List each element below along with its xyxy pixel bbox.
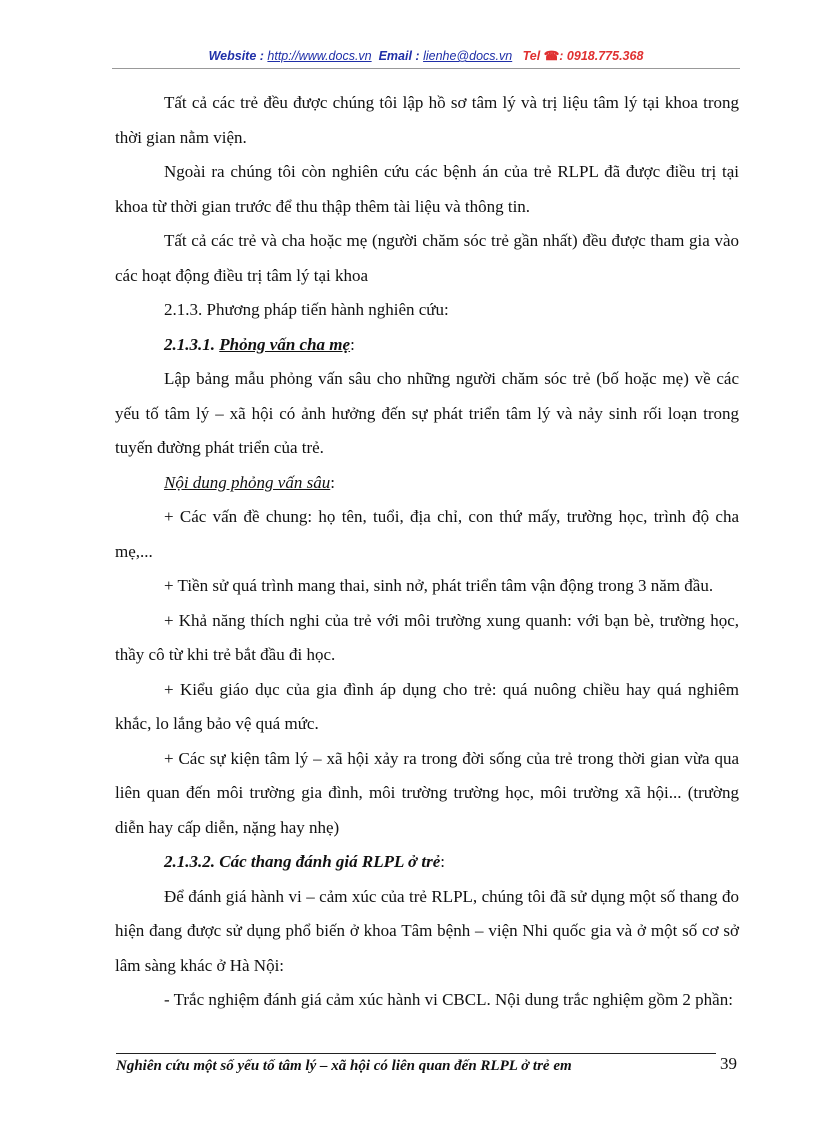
section-heading-2-1-3-1 [115,328,739,363]
section-number: 2.1.3.1. [164,334,215,354]
paragraph: Để đánh giá hành vi – cảm xúc của trẻ RLPL, chúng tôi đã sử dụng một số thang đo hiện đang được sử dụng phổ biến ở khoa Tâm bệnh – viện Nhi quốc gia và ở một số cơ sở lâm sàng khác ở Hà Nội: [115,886,739,975]
header-divider [112,68,740,69]
tel-label: Tel [522,49,541,63]
page-header [112,48,740,63]
interview-suffix: : [330,472,335,492]
paragraph: - Trắc nghiệm đánh giá cảm xúc hành vi CBCL. Nội dung trắc nghiệm gồm 2 phần: [164,990,733,1009]
tel-value: : 0918.775.368 [559,49,644,63]
phone-icon: ☎ [543,49,560,63]
website-link[interactable]: http://www.docs.vn [267,49,372,63]
paragraph: Lập bảng mẫu phỏng vấn sâu cho những người chăm sóc trẻ (bố hoặc mẹ) về các yếu tố tâm lý – xã hội có ảnh hưởng đến sự phát triển tâm lý và nảy sinh rối loạn trong tuyến đường phát triển của trẻ. [115,369,739,457]
section-title: 2.1.3.2. Các thang đánh giá RLPL ở trẻ [164,852,441,871]
email-label: Email : [378,49,420,63]
interview-heading [115,466,739,501]
page-number: 39 [720,1054,737,1073]
footer-title: Nghiên cứu một số yếu tố tâm lý – xã hội có liên quan đến RLPL ở trẻ em [116,1058,572,1074]
email-link[interactable]: lienhe@docs.vn [423,49,513,63]
paragraph: Ngoài ra chúng tôi còn nghiên cứu các bệnh án của trẻ RLPL đã được điều trị tại khoa từ thời gian trước để thu thập thêm tài liệu và thông tin. [115,162,739,216]
paragraph: Tất cả các trẻ và cha hoặc mẹ (người chăm sóc trẻ gần nhất) đều được tham gia vào các hoạt động điều trị tâm lý tại khoa [115,231,739,285]
document-body [115,86,739,1018]
footer-divider [116,1053,716,1054]
section-heading-2-1-3: 2.1.3. Phương pháp tiến hành nghiên cứu: [164,300,449,319]
paragraph: Tất cả các trẻ đều được chúng tôi lập hồ sơ tâm lý và trị liệu tâm lý tại khoa trong thời gian nằm viện. [115,93,739,147]
list-item: + Các vấn đề chung: họ tên, tuổi, địa chỉ, con thứ mấy, trường học, trình độ cha mẹ,... [115,507,739,561]
list-item: + Khả năng thích nghi của trẻ với môi trường xung quanh: với bạn bè, trường học, thầy cô từ khi trẻ bắt đầu đi học. [115,610,739,664]
section-suffix: : [350,334,355,354]
list-item: + Kiểu giáo dục của gia đình áp dụng cho trẻ: quá nuông chiều hay quá nghiêm khắc, lo lắng bảo vệ quá mức. [115,679,739,733]
interview-label: Nội dung phỏng vấn sâu [164,472,331,492]
section-suffix: : [440,852,446,871]
website-label: Website : [208,49,264,63]
list-item: + Các sự kiện tâm lý – xã hội xảy ra trong đời sống của trẻ trong thời gian vừa qua liên quan đến môi trường gia đình, môi trường trường học, môi trường xã hội... (trường diễn hay cấp diễn, nặng hay nhẹ) [115,748,739,837]
list-item: + Tiền sử quá trình mang thai, sinh nở, phát triển tâm vận động trong 3 năm đầu. [164,576,714,595]
section-title: Phỏng vấn cha mẹ [219,334,351,354]
section-heading-2-1-3-2 [115,845,739,880]
